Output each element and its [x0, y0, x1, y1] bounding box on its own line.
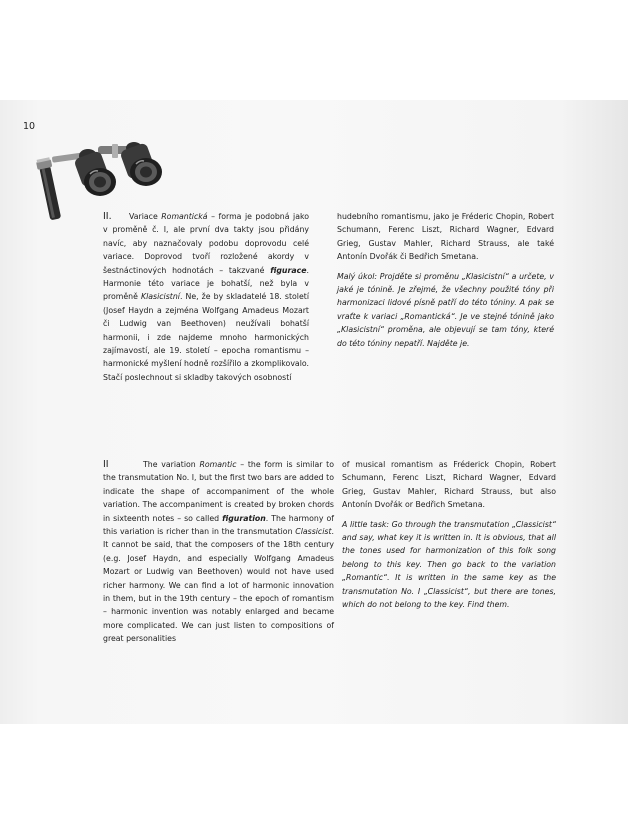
english-task: A little task: Go through the transmutation „Classicist“ and say, what key it is written in. It is obvious, that all the tones used for harmonization of this folk song belong to this key. Then go back to the variation „Romantic“. It is written in the same key as the transmutation No. I „Classicist“, but there are tones, which do not belong to the key. Find them. [342, 519, 556, 610]
english-text-left [103, 458, 334, 646]
text-run: . The harmony of this variation is richer than in the transmutation [103, 513, 335, 537]
page-number: 10 [23, 121, 36, 132]
section-numeral-en: II [103, 459, 109, 470]
text-run: The variation [143, 460, 200, 469]
emphasis-romanticka: Romantická [161, 212, 208, 221]
english-continuation: of musical romantism as Fréderick Chopin, Robert Schumann, Ferenc Liszt, Richard Wagner, Edvard Grieg, Gustav Mahler, Richard Strauss, but also Antonín Dvořák or Bedřich Smetana. [342, 460, 556, 510]
opera-glasses-icon [28, 130, 168, 220]
emphasis-klasicistni: Klasicistní [140, 292, 180, 302]
emphasis-figurace: figurace [270, 265, 307, 275]
text-run: – the form is similar to the transmutation No. I, but the first two bars are added to indicate the shape of accompaniment of the whole variation. The accompaniment is created by broken chords in sixteenth notes – so called [103, 460, 334, 523]
text-run: . Harmonie této variace je bohatší, než byla v proměně [103, 265, 309, 302]
czech-text-left [103, 210, 309, 384]
emphasis-classicist: Classicist [295, 527, 332, 537]
section-numeral: II. [103, 211, 112, 222]
text-run: Variace [129, 212, 162, 221]
text-run: – forma je podobná jako v proměně č. I, ale první dva takty jsou přidány navíc, aby naznačovaly podobu doprovodu celé variace. Doprovod tvoří rozložené akordy v šestnáctinových hodnotách – takzvané [103, 212, 309, 275]
text-run: . It cannot be said, that the composers of the 18th century (e.g. Josef Haydn, and especially Wolfgang Amadeus Mozart or Ludwig van Beethoven) would not have used richer harmony. We can find a lot of harmonic innovation in them, but in the 19th century – the epoch of romantism – harmonic invention was notably enlarged and became more complicated. We can just listen to compositions of great personalities [103, 527, 334, 644]
english-text-right [342, 458, 556, 611]
emphasis-figuration: figuration [222, 513, 266, 523]
czech-text-right [337, 210, 554, 350]
czech-continuation: hudebního romantismu, jako je Fréderic Chopin, Robert Schumann, Ferenc Liszt, Richard Wagner, Edvard Grieg, Gustav Mahler, Richard Strauss, ale také Antonín Dvořák či Bedřich Smetana. [337, 212, 554, 262]
emphasis-romantic: Romantic [199, 460, 237, 469]
czech-task: Malý úkol: Projděte si proměnu „Klasicistní“ a určete, v jaké je tónině. Je zřejmé, že všechny použité tóny při harmonizaci lidové písně patří do této tóniny. A pak se vraťte k variaci „Romantická“. Je ve stejné tónině jako „Klasicistní“ proměna, ale objevují se tam tóny, které do této tóniny nepatří. Najděte je. [337, 271, 554, 348]
text-run: . Ne, že by skladatelé 18. století (Josef Haydn a zejména Wolfgang Amadeus Mozart či Ludwig van Beethoven) neužívali bohatší harmonii, i zde najdeme mnoho harmonických zajímavostí, ale 19. století – epocha romantismu – harmonické myšlení hodně rozšířilo a zkomplikovalo. Stačí poslechnout si skladby takových osobností [103, 292, 309, 382]
